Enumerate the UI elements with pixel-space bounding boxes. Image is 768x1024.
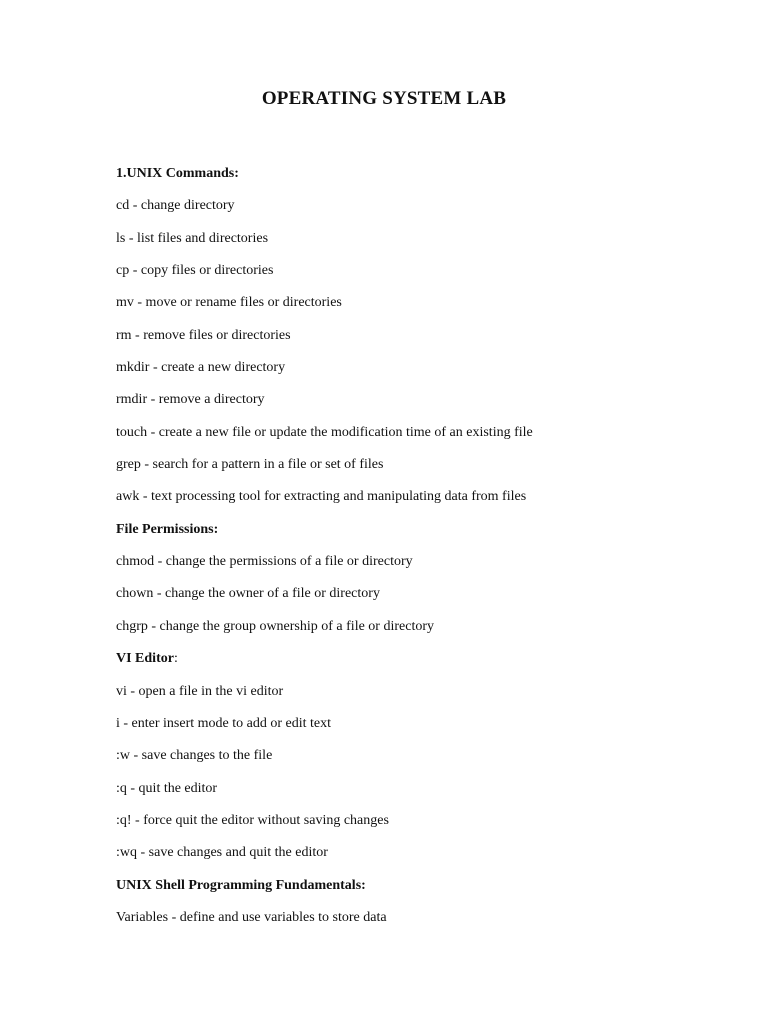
list-item: grep - search for a pattern in a file or set of files [116, 457, 384, 473]
list-item: mkdir - create a new directory [116, 360, 286, 376]
list-item: :wq - save changes and quit the editor [116, 845, 328, 861]
list-item: i - enter insert mode to add or edit text [116, 715, 331, 731]
document-title: OPERATING SYSTEM LAB [261, 88, 507, 109]
list-item: mv - move or rename files or directories [116, 295, 342, 311]
list-item: :w - save changes to the file [116, 748, 273, 764]
list-item: chgrp - change the group ownership of a file or directory [116, 618, 434, 634]
document-body [116, 163, 736, 939]
list-item: awk - text processing tool for extracting and manipulating data from files [116, 489, 527, 505]
section-heading-label: VI Editor [116, 651, 174, 667]
list-item: ls - list files and directories [116, 230, 269, 246]
section-heading-unix-commands: 1.UNIX Commands: [116, 166, 239, 181]
list-item: :q - quit the editor [116, 780, 218, 796]
list-item: rm - remove files or directories [116, 327, 291, 343]
list-item: vi - open a file in the vi editor [116, 683, 284, 699]
list-item: cd - change directory [116, 198, 235, 214]
section-heading-shell-programming: UNIX Shell Programming Fundamentals: [116, 877, 366, 893]
list-item: touch - create a new file or update the modification time of an existing file [116, 424, 533, 440]
section-heading-colon: : [173, 651, 178, 667]
list-item: :q! - force quit the editor without saving changes [116, 812, 389, 828]
section-heading-file-permissions: File Permissions: [116, 521, 219, 537]
list-item: Variables - define and use variables to store data [116, 909, 387, 925]
list-item: chown - change the owner of a file or directory [116, 586, 380, 602]
section-heading-vi-editor [116, 648, 736, 680]
list-item: cp - copy files or directories [116, 263, 274, 279]
list-item: chmod - change the permissions of a file or directory [116, 554, 413, 570]
list-item: rmdir - remove a directory [116, 392, 265, 408]
